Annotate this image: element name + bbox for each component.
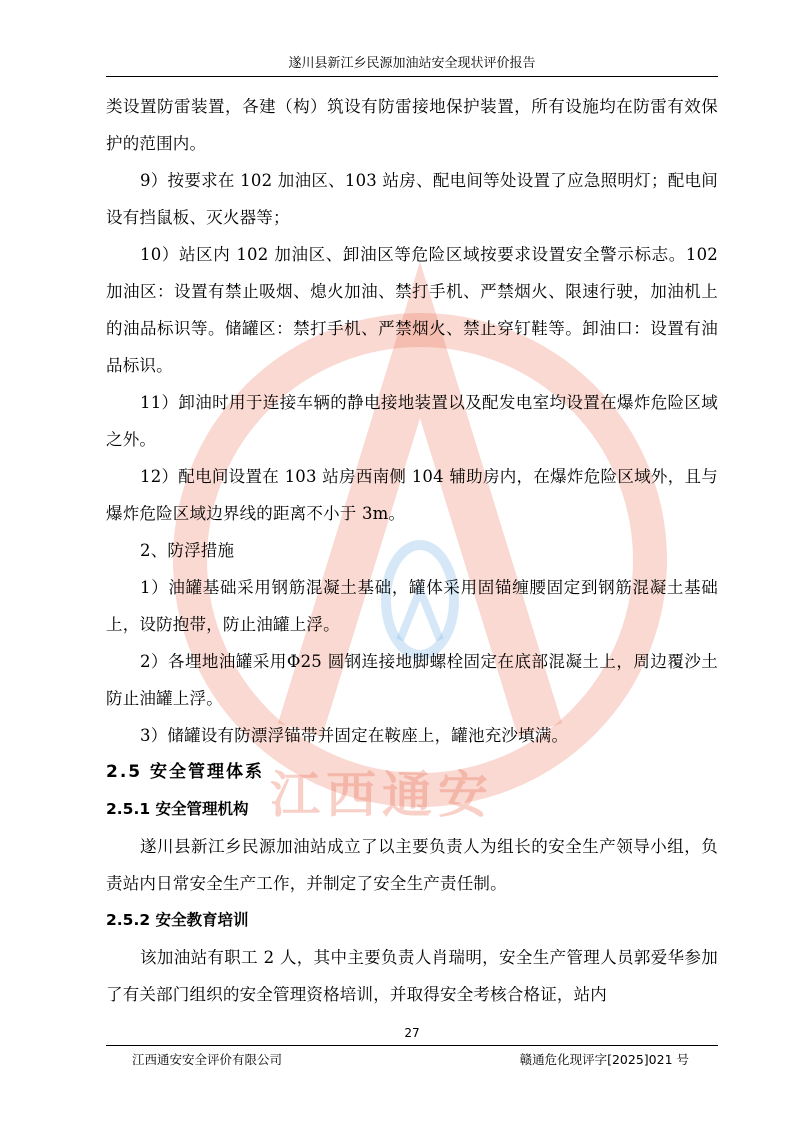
paragraph: 2）各埋地油罐采用Φ25 圆钢连接地脚螺栓固定在底部混凝土上，周边覆沙土防止油罐上浮。	[106, 652, 718, 708]
paragraph: 遂川县新江乡民源加油站成立了以主要负责人为组长的安全生产领导小组，负责站内日常安全生产工作，并制定了安全生产责任制。	[106, 837, 718, 893]
section-heading: 2.5 安全管理体系	[106, 762, 265, 782]
paragraph: 类设置防雷装置，各建（构）筑设有防雷接地保护装置，所有设施均在防雷有效保护的范围内。	[106, 97, 718, 153]
page-header-title: 遂川县新江乡民源加油站安全现状评价报告	[288, 56, 536, 71]
header-divider	[106, 76, 718, 77]
paragraph: 11）卸油时用于连接车辆的静电接地装置以及配发电室均设置在爆炸危险区域之外。	[106, 393, 718, 449]
footer-company: 江西通安安全评价有限公司	[132, 1052, 283, 1067]
subsection-heading: 2.5.1 安全管理机构	[106, 800, 249, 818]
paragraph: 9）按要求在 102 加油区、103 站房、配电间等处设置了应急照明灯；配电间设有挡鼠板、灭火器等；	[106, 171, 718, 227]
paragraph: 2、防浮措施	[140, 541, 235, 560]
paragraph: 该加油站有职工 2 人，其中主要负责人肖瑞明，安全生产管理人员郭爱华参加了有关部门组织的安全管理资格培训，并取得安全考核合格证，站内	[106, 948, 718, 1004]
watermark-text: 江西通安	[270, 766, 494, 824]
footer-doc-code: 赣通危化现评字[2025]021 号	[519, 1052, 689, 1067]
paragraph: 3）储罐设有防漂浮锚带并固定在鞍座上，罐池充沙填满。	[140, 726, 569, 745]
paragraph: 10）站区内 102 加油区、卸油区等危险区域按要求设置安全警示标志。102 加油区：设置有禁止吸烟、熄火加油、禁打手机、严禁烟火、限速行驶，加油机上的油品标识等。储罐区：禁打手机、严禁烟火、禁止穿钉鞋等。卸油口：设置有油品标识。	[106, 245, 718, 375]
page-body	[106, 88, 718, 1013]
footer-divider	[106, 1045, 718, 1046]
subsection-heading: 2.5.2 安全教育培训	[106, 911, 249, 929]
paragraph: 1）油罐基础采用钢筋混凝土基础，罐体采用固锚缠腰固定到钢筋混凝土基础上，设防抱带，防止油罐上浮。	[106, 578, 718, 634]
paragraph: 12）配电间设置在 103 站房西南侧 104 辅助房内，在爆炸危险区域外，且与爆炸危险区域边界线的距离不小于 3m。	[106, 467, 718, 523]
page-number: 27	[404, 1026, 420, 1040]
